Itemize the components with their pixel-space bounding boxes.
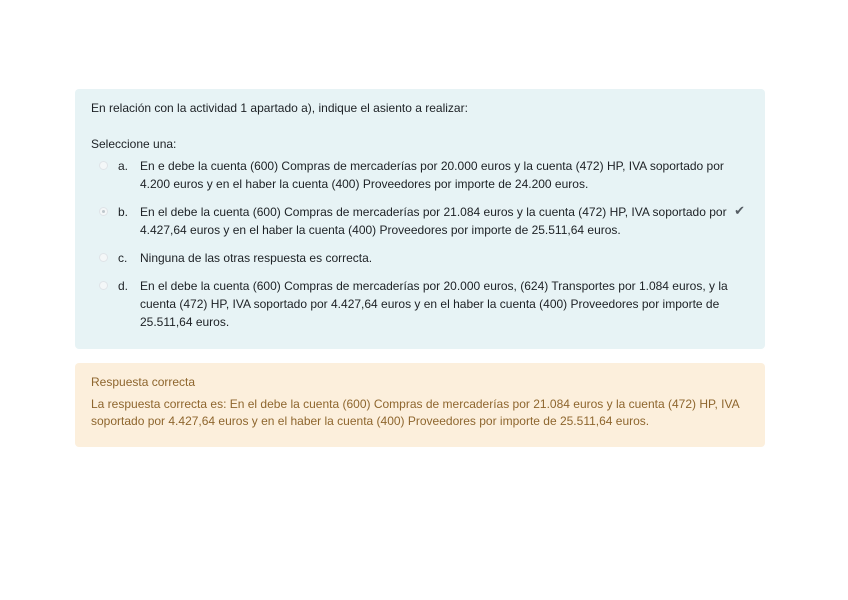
radio-c[interactable]: [99, 253, 108, 262]
option-letter: c.: [118, 251, 128, 265]
option-letter: d.: [118, 279, 129, 293]
radio-a[interactable]: [99, 161, 108, 170]
radio-b[interactable]: [99, 207, 108, 216]
option-letter: b.: [118, 205, 129, 219]
answer-option-c[interactable]: [91, 247, 749, 275]
option-text: En el debe la cuenta (600) Compras de mercaderías por 20.000 euros, (624) Transportes por 1.084 euros, y la cuenta (472) HP, IVA soportado por 4.427,64 euros y en el haber la cuenta (400) Proveedores por importe de 25.511,64 euros.: [140, 279, 728, 329]
answer-list: [91, 155, 749, 339]
question-text: En relación con la actividad 1 apartado a), indique el asiento a realizar:: [91, 101, 468, 115]
check-icon: ✔: [734, 203, 745, 218]
answer-option-d[interactable]: [91, 275, 749, 339]
question-panel: [75, 89, 765, 349]
feedback-panel: [75, 363, 765, 447]
feedback-text: La respuesta correcta es: En el debe la cuenta (600) Compras de mercaderías por 21.084 euros y la cuenta (472) HP, IVA soportado por 4.427,64 euros y en el haber la cuenta (400) Proveedores por importe de 25.511,64 euros.: [91, 397, 739, 428]
answer-option-a[interactable]: [91, 155, 749, 201]
select-prompt: Seleccione una:: [91, 137, 177, 151]
option-text: Ninguna de las otras respuesta es correcta.: [140, 251, 373, 265]
answer-option-b[interactable]: [91, 201, 749, 247]
option-text: En el debe la cuenta (600) Compras de mercaderías por 21.084 euros y la cuenta (472) HP, IVA soportado por 4.427,64 euros y en el haber la cuenta (400) Proveedores por importe de 25.511,64 euros.: [140, 205, 727, 237]
option-text: En e debe la cuenta (600) Compras de mercaderías por 20.000 euros y la cuenta (472) HP, IVA soportado por 4.200 euros y en el haber la cuenta (400) Proveedores por importe de 24.200 euros.: [140, 159, 724, 191]
radio-d[interactable]: [99, 281, 108, 290]
feedback-title: Respuesta correcta: [91, 375, 196, 389]
option-letter: a.: [118, 159, 129, 173]
